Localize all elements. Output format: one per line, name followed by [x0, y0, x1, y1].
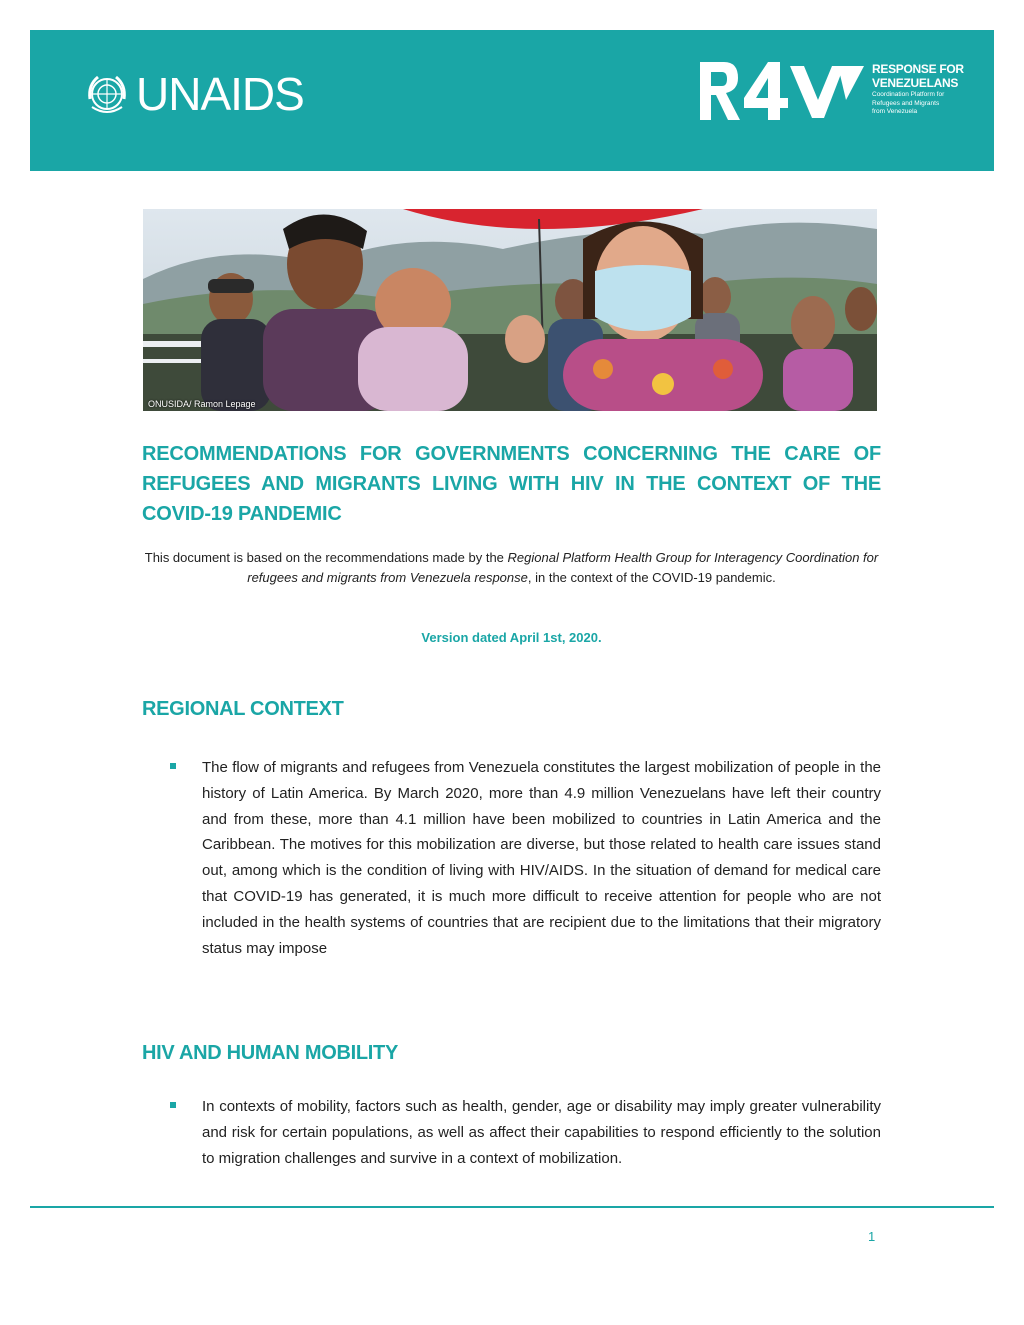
hero-photo	[143, 209, 877, 411]
unaids-logo	[82, 68, 304, 120]
intro-text-italic: Regional Platform Health Group for Interagency Coordination for refugees and migrants from Venezuela response	[247, 550, 879, 585]
list-item	[170, 755, 881, 961]
bullet-text: The flow of migrants and refugees from Venezuela constitutes the largest mobilization of people in the history of Latin America. By March 2020, more than 4.9 million Venezuelans have left their country and from these, more than 4.1 million have been mobilized to countries in Latin America and the Caribbean. The motives for this mobilization are diverse, but those related to health care issues stand out, among which is the condition of living with HIV/AIDS. In the situation of demand for medical care that COVID-19 has generated, it is much more difficult to receive attention for people who are not included in the health systems of countries that are recipient due to the limitations that their migratory status may impose	[202, 759, 881, 957]
unaids-wordmark: UNAIDS	[136, 68, 304, 120]
r4v-sub-line1: Coordination Platform for	[872, 91, 945, 98]
footer-divider	[30, 1206, 994, 1208]
photo-credit: ONUSIDA/ Ramon Lepage	[148, 399, 256, 409]
version-date: Version dated April 1st, 2020.	[421, 630, 602, 645]
r4v-title-line2: VENEZUELANS	[872, 76, 959, 90]
bullet-square-icon	[170, 763, 176, 769]
intro-paragraph	[142, 548, 881, 588]
section-heading-regional-context: REGIONAL CONTEXT	[142, 698, 344, 720]
hero-photo-illustration	[143, 209, 877, 411]
section-heading-hiv-mobility: HIV AND HUMAN MOBILITY	[142, 1042, 398, 1064]
page-number: 1	[868, 1229, 876, 1244]
list-item	[170, 1094, 881, 1171]
r4v-sub-line2: Refugees and Migrants	[872, 99, 940, 107]
bullet-square-icon	[170, 1102, 176, 1108]
intro-text-part2: , in the context of the COVID-19 pandemic.	[527, 570, 776, 585]
r4v-logo-icon	[698, 60, 868, 122]
intro-text-part1: This document is based on the recommendations made by the	[144, 550, 508, 565]
document-title: RECOMMENDATIONS FOR GOVERNMENTS CONCERNING THE CARE OF REFUGEES AND MIGRANTS LIVING WITH HIV IN THE CONTEXT OF THE COVID-19 PANDEMIC	[142, 443, 881, 525]
r4v-sub-line3: from Venezuela	[872, 108, 918, 115]
r4v-title-line1: RESPONSE FOR	[872, 62, 964, 76]
un-emblem-icon	[82, 69, 132, 119]
r4v-wordmark	[872, 62, 964, 116]
bullet-text: In contexts of mobility, factors such as health, gender, age or disability may imply greater vulnerability and risk for certain populations, as well as affect their capabilities to respond efficiently to the solution to migration challenges and survive in a context of mobilization.	[202, 1098, 881, 1167]
header-banner	[30, 30, 994, 171]
